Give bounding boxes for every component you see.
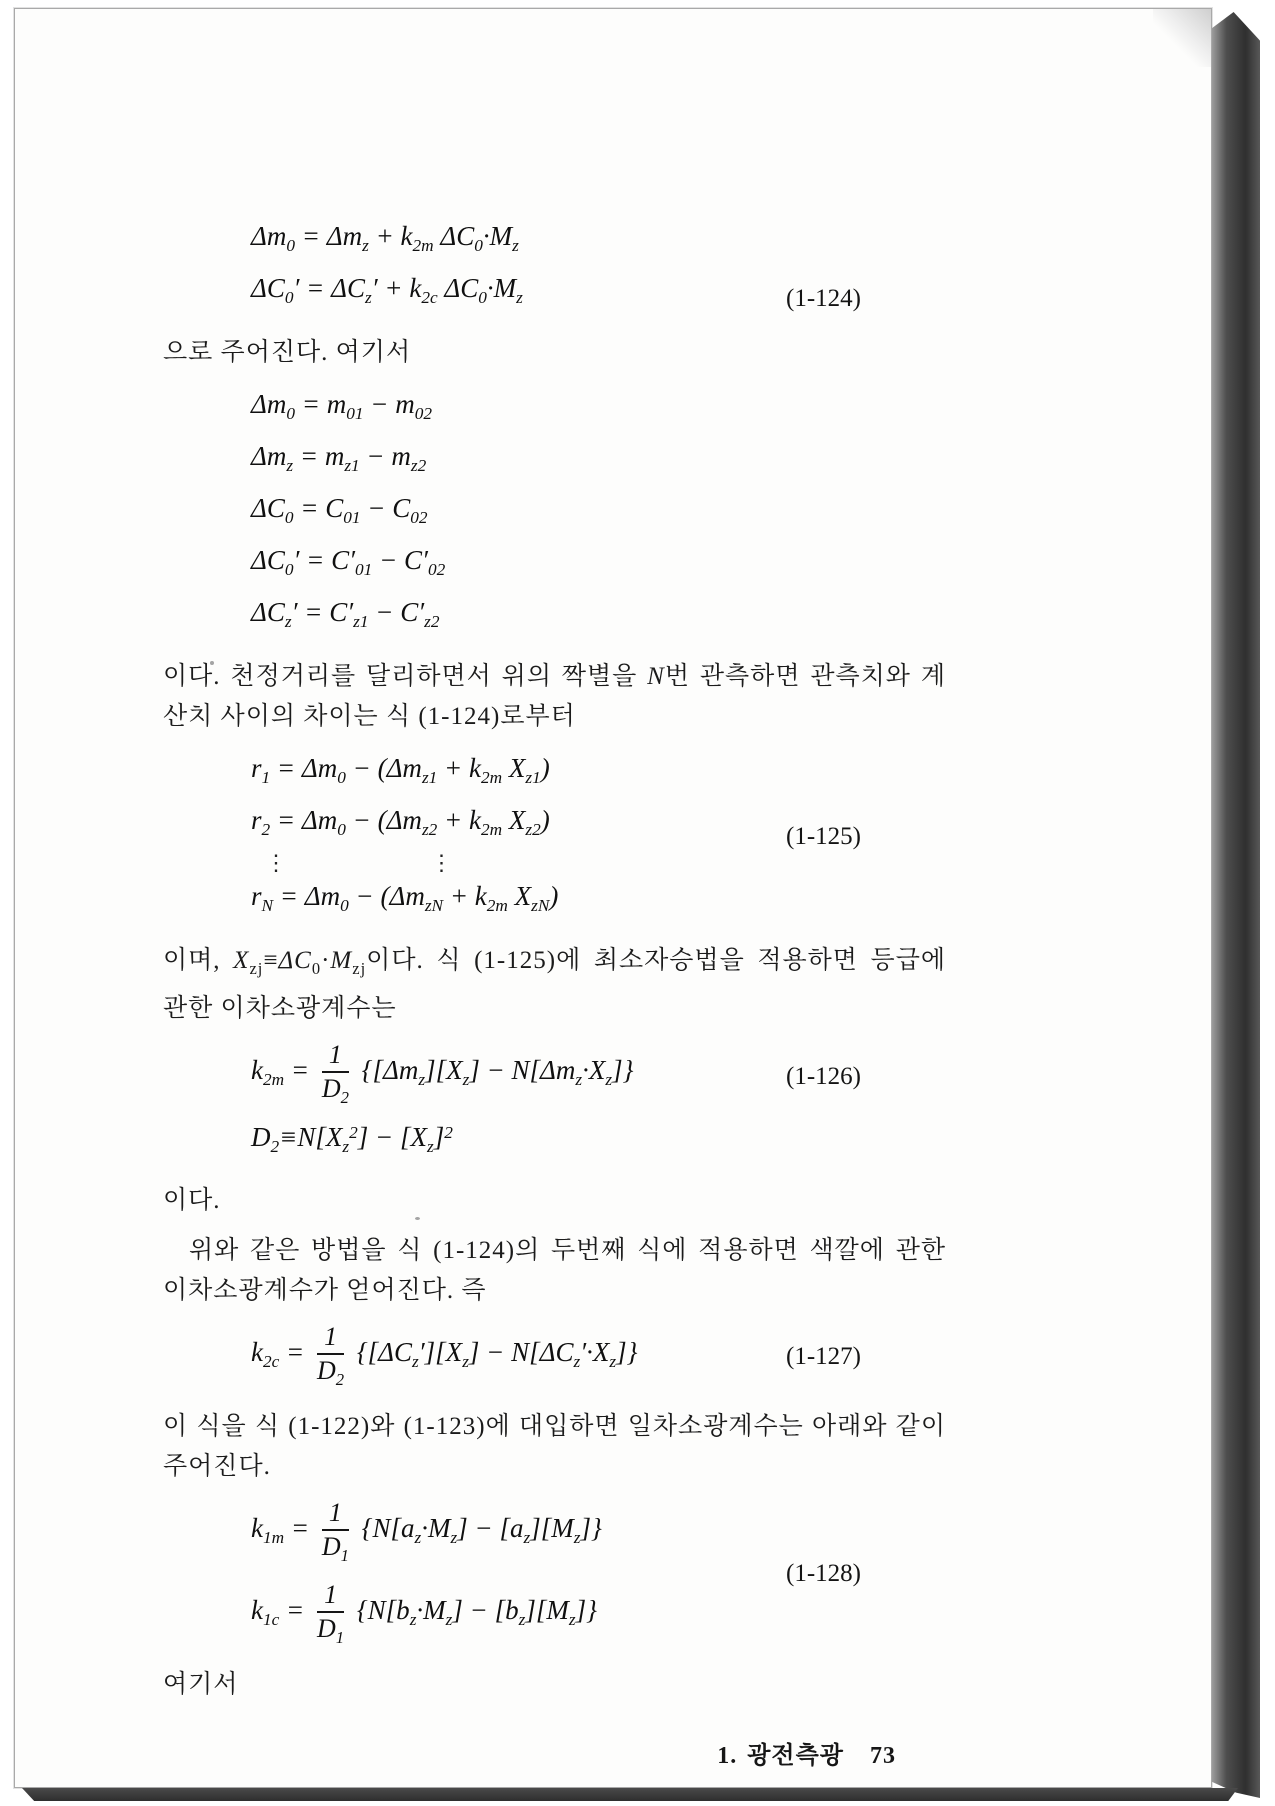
equation-number-1-128: (1-128) (786, 1560, 861, 1588)
book-page (14, 8, 1212, 1788)
equation-1-125 (163, 747, 946, 927)
book-fore-edge (1212, 12, 1260, 1798)
equation-line: $\Delta C_0 = C_{01} - C_{02}$ (251, 493, 428, 528)
vertical-ellipsis: ⋮ (430, 850, 453, 876)
equation-line: $r_N = \Delta m_0 - (\Delta m_{zN} + k_{2m}$ $X_{zN}$) (251, 881, 559, 916)
book-bottom-edge (22, 1788, 1238, 1801)
paragraph-substitution: 이 식을 식 (1-122)와 (1-123)에 대입하면 일차소광계수는 아래와 같이 주어진다. (163, 1413, 946, 1481)
equation-number-1-127: (1-127) (786, 1343, 861, 1371)
paragraph-yeogiseo: 여기서 (163, 1671, 239, 1699)
paragraph-least-squares: 이며, $X_{zj}\equiv\Delta C_0\cdot M_{zj}$이다. 식 (1-125)에 최소자승법을 적용하면 등급에 관한 이차소광계수는 (163, 947, 946, 1023)
equation-number-1-126: (1-126) (786, 1063, 861, 1091)
vertical-ellipsis-row (251, 851, 946, 875)
equation-line: $\Delta C_z' = C'_{z1} - C'_{z2}$ (251, 597, 440, 632)
equation-line: $k_{2m}$ = $\frac{1}{D_2}$ $\{[\Delta m_z][X_z] - N[\Delta m_z\cdot X_z]\}$ (251, 1039, 634, 1107)
equation-line: $\Delta m_0 = m_{01} - m_{02}$ (251, 389, 432, 424)
equation-line: $k_{2c}$ = $\frac{1}{D_2}$ $\{[\Delta C_z'][X_z] - N[\Delta C_z'\cdot X_z]\}$ (251, 1321, 638, 1389)
chapter-title: 광전측광 (747, 1743, 844, 1770)
equation-number-1-124: (1-124) (786, 285, 861, 313)
equation-1-126 (163, 1039, 946, 1167)
equation-line: $\Delta C_0' = C'_{01} - C'_{02}$ (251, 545, 446, 580)
equation-line: $\Delta m_0 = \Delta m_z + k_{2m}$ $\Delta C_0\cdot M_z$ (251, 221, 519, 256)
equation-number-1-125: (1-125) (786, 823, 861, 851)
equation-line: $\Delta C_0' = \Delta C_z' + k_{2c}$ $\Delta C_0\cdot M_z$ (251, 273, 523, 308)
equation-1-124 (163, 215, 946, 319)
equation-definitions (163, 383, 946, 643)
paragraph-color-coefficient: 위와 같은 방법을 식 (1-124)의 두번째 식에 적용하면 색깔에 관한 이차소광계수가 얻어진다. 즉 (163, 1237, 946, 1305)
paragraph-intro: 으로 주어진다. 여기서 (163, 339, 412, 367)
page-number: 73 (870, 1743, 896, 1770)
paragraph-ida: 이다. (163, 1187, 221, 1215)
equation-1-128 (163, 1497, 946, 1651)
equation-line: $k_{1m}$ = $\frac{1}{D_1}$ $\{N[a_z\cdot M_z] - [a_z][M_z]\}$ (251, 1497, 602, 1565)
equation-1-127 (163, 1321, 946, 1393)
equation-line: $\Delta m_z = m_{z1} - m_{z2}$ (251, 441, 427, 476)
page-footer (163, 1735, 946, 1770)
equation-line: $k_{1c}$ = $\frac{1}{D_1}$ $\{N[b_z\cdot M_z] - [b_z][M_z]\}$ (251, 1579, 597, 1647)
page-content (15, 9, 1211, 1787)
vertical-ellipsis: ⋮ (265, 850, 287, 876)
equation-line: $r_1 = \Delta m_0 - (\Delta m_{z1} + k_{2m}$ $X_{z1}$) (251, 753, 550, 788)
equation-line: $D_2\equiv N[X_z^2] - [X_z]^2$ (251, 1121, 453, 1156)
equation-line: $r_2 = \Delta m_0 - (\Delta m_{z2} + k_{2m}$ $X_{z2}$) (251, 805, 550, 840)
chapter-number: 1. (717, 1743, 738, 1770)
paragraph-observation: 이다. 천정거리를 달리하면서 위의 짝별을 N번 관측하면 관측치와 계산치 사이의 차이는 식 (1-124)로부터 (163, 663, 946, 731)
